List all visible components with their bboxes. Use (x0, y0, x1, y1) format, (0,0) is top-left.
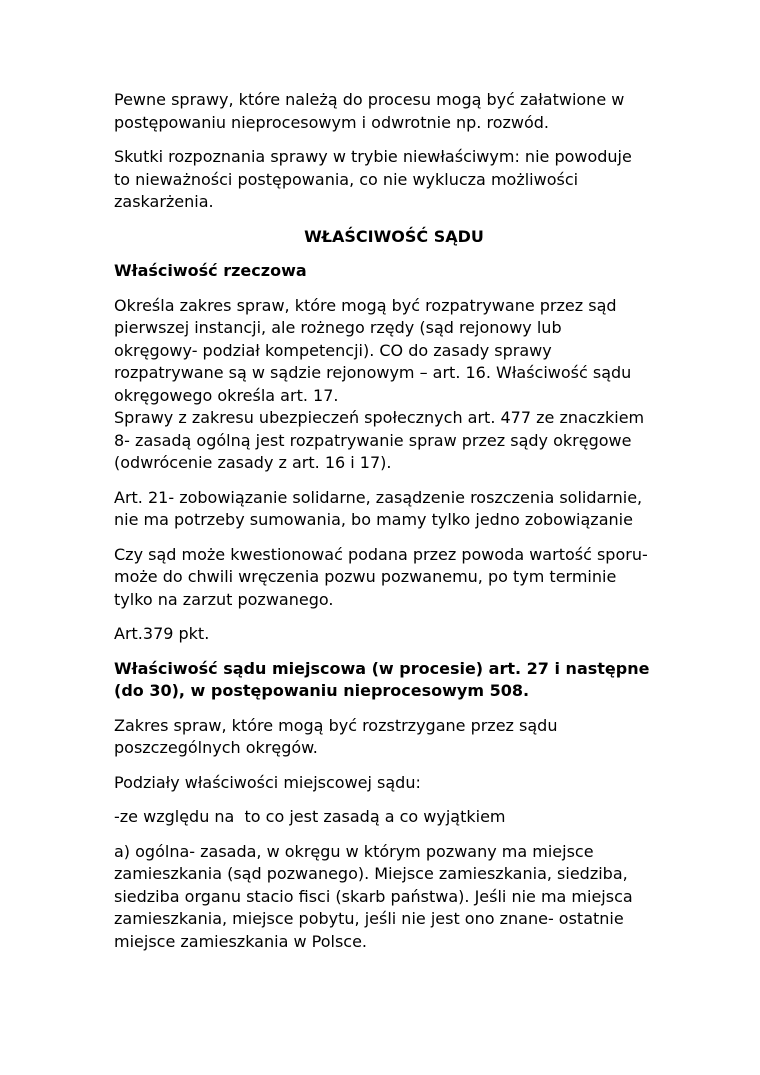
paragraph-9 (114, 806, 674, 829)
paragraph-3 (114, 295, 674, 475)
text-line: Art.379 pkt. (114, 624, 210, 643)
text-line: Właściwość sądu miejscowa (w procesie) art. 27 i następne (114, 658, 650, 678)
paragraph-7 (114, 715, 674, 760)
document-page (114, 89, 674, 965)
paragraph-4 (114, 487, 674, 532)
text-line: nie ma potrzeby sumowania, bo mamy tylko jedno zobowiązanie (114, 510, 633, 529)
text-line: okręgowego określa art. 17. (114, 385, 339, 405)
text-line: Skutki rozpoznania sprawy w trybie niewłaściwym: nie powoduje (114, 147, 632, 166)
text-line: Określa zakres spraw, które mogą być rozpatrywane przez sąd (114, 295, 617, 315)
text-line: zamieszkania, miejsce pobytu, jeśli nie jest ono znane- ostatnie (114, 909, 624, 928)
paragraph-5 (114, 544, 674, 612)
text-line: (do 30), w postępowaniu nieprocesowym 508. (114, 681, 530, 700)
text-line: Sprawy z zakresu ubezpieczeń społecznych art. 477 ze znaczkiem (114, 408, 645, 427)
text-line: okręgowy- podział kompetencji). CO do zasady sprawy (114, 340, 552, 360)
text-line: tylko na zarzut pozwanego. (114, 589, 334, 609)
text-line: Podziały właściwości miejscowej sądu: (114, 772, 421, 792)
paragraph-10 (114, 841, 674, 954)
text-line: to nieważności postępowania, co nie wyklucza możliwości (114, 169, 579, 189)
text-line: rozpatrywane są w sądzie rejonowym – art. 16. Właściwość sądu (114, 363, 632, 382)
subheading-local-jurisdiction (114, 658, 674, 703)
text-line: a) ogólna- zasada, w okręgu w którym pozwany ma miejsce (114, 841, 594, 861)
main-heading: WŁAŚCIWOŚĆ SĄDU (304, 226, 484, 246)
text-line: Czy sąd może kwestionować podana przez powoda wartość sporu- (114, 544, 648, 564)
text-line: pierwszej instancji, ale rożnego rzędy (sąd rejonowy lub (114, 318, 562, 337)
paragraph-6 (114, 623, 674, 646)
text-line: Zakres spraw, które mogą być rozstrzygane przez sądu (114, 715, 558, 735)
text-line: Art. 21- zobowiązanie solidarne, zasądzenie roszczenia solidarnie, (114, 487, 643, 507)
paragraph-2 (114, 146, 674, 214)
text-line: Pewne sprawy, które należą do procesu mogą być załatwione w (114, 90, 625, 109)
text-line: może do chwili wręczenia pozwu pozwanemu, po tym terminie (114, 567, 617, 586)
text-line: miejsce zamieszkania w Polsce. (114, 931, 368, 951)
text-line: -ze względu na to co jest zasadą a co wyjątkiem (114, 807, 506, 826)
text-line: siedziba organu stacio fisci (skarb państwa). Jeśli nie ma miejsca (114, 886, 633, 906)
text-line: poszczególnych okręgów. (114, 738, 318, 757)
text-line: 8- zasadą ogólną jest rozpatrywanie spraw przez sądy okręgowe (114, 430, 632, 450)
paragraph-8 (114, 772, 674, 795)
paragraph-1 (114, 89, 674, 134)
subheading-material-jurisdiction: Właściwość rzeczowa (114, 261, 307, 280)
text-line: zaskarżenia. (114, 192, 214, 211)
text-line: postępowaniu nieprocesowym i odwrotnie np. rozwód. (114, 112, 550, 132)
text-line: (odwrócenie zasady z art. 16 i 17). (114, 453, 392, 472)
text-line: zamieszkania (sąd pozwanego). Miejsce zamieszkania, siedziba, (114, 864, 628, 883)
